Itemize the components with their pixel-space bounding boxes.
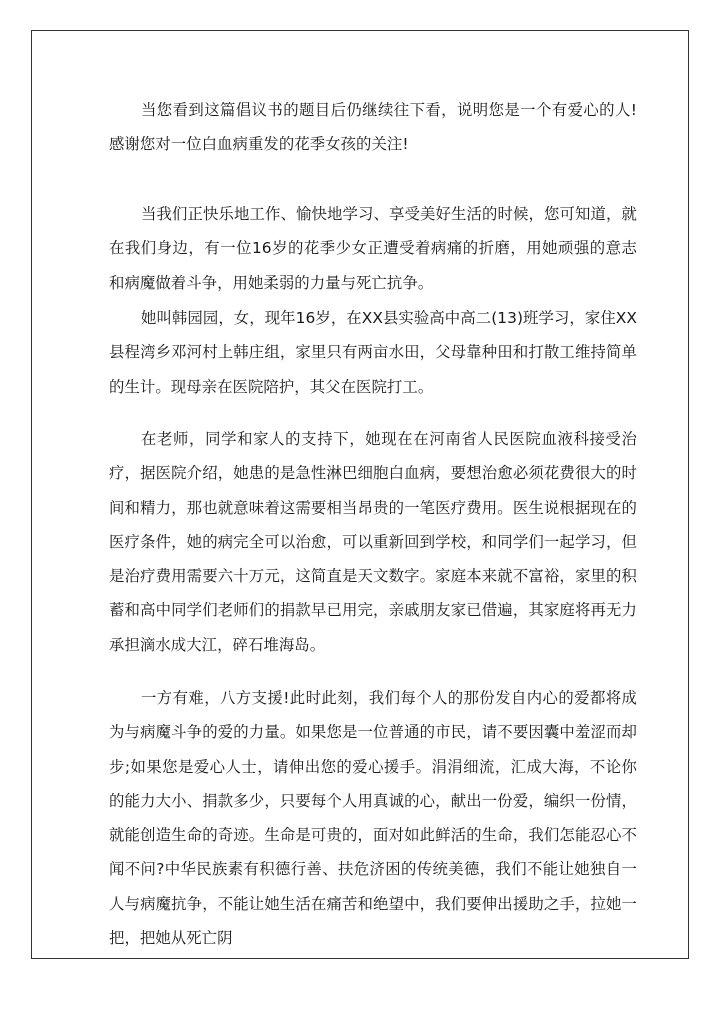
paragraph-intro: 当您看到这篇倡议书的题目后仍继续往下看，说明您是一个有爱心的人!感谢您对一位白血病重发的花季女孩的关注! xyxy=(109,101,637,154)
page-frame xyxy=(31,30,689,959)
paragraph-treatment: 在老师，同学和家人的支持下，她现在在河南省人民医院血液科接受治疗，据医院介绍，她患的是急性淋巴细胞白血病，要想治愈必须花费很大的时间和精力，那也就意味着这需要相当昂贵的一笔医疗费用。医生说根据现在的医疗条件，她的病完全可以治愈，可以重新回到学校，和同学们一起学习，但是治疗费用需要六十万元，这简直是天文数字。家庭本来就不富裕，家里的积蓄和高中同学们老师们的捐款早已用完，亲戚朋友家已借遍，其家庭将再无力承担滴水成大江，碎石堆海岛。 xyxy=(109,430,637,654)
paragraph-appeal: 一方有难，八方支援!此时此刻，我们每个人的那份发自内心的爱都将成为与病魔斗争的爱的力量。如果您是一位普通的市民，请不要因囊中羞涩而却步;如果您是爱心人士，请伸出您的爱心援手。涓涓细流，汇成大海，不论你的能力大小、捐款多少，只要每个人用真诚的心，献出一份爱，编织一份情，就能创造生命的奇迹。生命是可贵的，面对如此鲜活的生命，我们怎能忍心不闻不问?中华民族素有积德行善、扶危济困的传统美德，我们不能让她独自一人与病魔抗争，不能让她生活在痛苦和绝望中，我们要伸出援助之手，拉她一把，把她从死亡阴 xyxy=(109,689,637,948)
paragraph-background: 她叫韩园园，女，现年16岁，在XX县实验高中高二(13)班学习，家住XX县程湾乡邓河村上韩庄组，家里只有两亩水田，父母靠种田和打散工维持简单的生计。现母亲在医院陪护，其父在医院打工。 xyxy=(109,309,637,396)
paragraph-situation: 当我们正快乐地工作、愉快地学习、享受美好生活的时候，您可知道，就在我们身边，有一位16岁的花季少女正遭受着病痛的折磨，用她顽强的意志和病魔做着斗争，用她柔弱的力量与死亡抗争。 xyxy=(109,205,637,292)
